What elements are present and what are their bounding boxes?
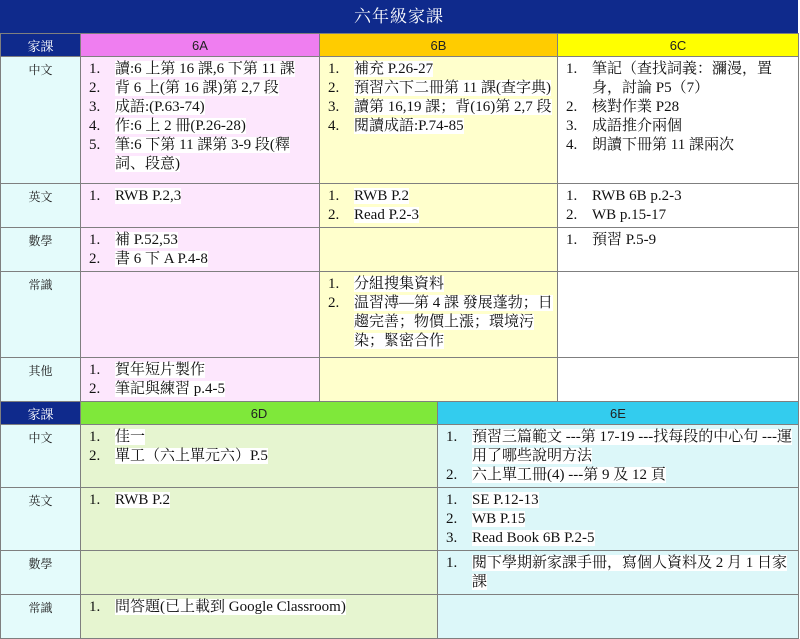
homework-cell-e-math xyxy=(438,551,799,595)
subject-label-general-studies: 常識 xyxy=(1,272,81,358)
item-number: 3. xyxy=(446,530,458,546)
item-text: 閱下學期新家課手冊，寫個人資料及 2 月 1 日家課 xyxy=(472,555,788,590)
homework-cell-b-general-studies xyxy=(320,272,558,358)
page-title: 六年級家課 xyxy=(0,0,798,33)
item-text: 單工（六上單元六）P.5 xyxy=(115,448,268,464)
homework-item xyxy=(442,554,794,592)
homework-list xyxy=(81,425,437,468)
homework-item xyxy=(562,231,794,250)
homework-item xyxy=(324,117,553,136)
homework-item xyxy=(85,187,315,206)
homework-item xyxy=(85,250,315,269)
homework-cell-b-others xyxy=(320,358,558,402)
item-number: 3. xyxy=(89,99,101,115)
item-number: 3. xyxy=(566,118,578,134)
item-text: Read Book 6B P.2-5 xyxy=(472,530,595,546)
homework-item xyxy=(85,79,315,98)
homework-list xyxy=(320,184,557,227)
homework-item xyxy=(442,510,794,529)
homework-item xyxy=(85,491,433,510)
item-text: 筆記與練習 p.4-5 xyxy=(115,381,225,397)
item-text: 預習 P.5-9 xyxy=(592,232,657,248)
item-number: 1. xyxy=(89,492,101,508)
homework-list xyxy=(81,595,437,619)
homework-list xyxy=(81,488,437,512)
homework-table-6a-6c xyxy=(0,33,799,402)
item-text: Read P.2-3 xyxy=(354,207,419,223)
item-text: WB P.15 xyxy=(472,511,526,527)
homework-cell-c-general-studies xyxy=(558,272,799,358)
homework-cell-c-chinese xyxy=(558,57,799,184)
homework-cell-b-chinese xyxy=(320,57,558,184)
item-text: 預習六下二冊第 11 課(查字典) xyxy=(354,80,551,96)
header-6b: 6B xyxy=(320,34,558,57)
item-text: RWB P.2,3 xyxy=(115,188,182,204)
subject-label-english: 英文 xyxy=(1,488,81,551)
item-text: 佳一 xyxy=(115,429,146,445)
header-row xyxy=(1,402,799,425)
item-number: 1. xyxy=(566,61,578,77)
homework-cell-e-chinese xyxy=(438,425,799,488)
homework-item xyxy=(562,98,794,117)
homework-cell-d-english xyxy=(81,488,438,551)
item-text: 筆:6 下第 11 課第 3-9 段(釋詞、段意) xyxy=(115,137,290,172)
subject-label-math: 數學 xyxy=(1,228,81,272)
header-6d: 6D xyxy=(81,402,438,425)
item-text: 六上單工冊(4) ---第 9 及 12 頁 xyxy=(472,467,666,483)
homework-item xyxy=(85,98,315,117)
item-number: 1. xyxy=(566,232,578,248)
item-text: 書 6 下 A P.4-8 xyxy=(115,251,208,267)
item-number: 1. xyxy=(89,188,101,204)
homework-item xyxy=(85,598,433,617)
item-text: RWB 6B p.2-3 xyxy=(592,188,682,204)
subject-label-general-studies: 常識 xyxy=(1,595,81,639)
homework-table-6d-6e xyxy=(0,401,799,639)
subject-label-chinese: 中文 xyxy=(1,57,81,184)
homework-item xyxy=(85,447,433,466)
homework-list xyxy=(558,184,798,227)
homework-list xyxy=(320,272,557,353)
homework-cell-a-chinese xyxy=(81,57,320,184)
item-text: 背 6 上(第 16 課)第 2,7 段 xyxy=(115,80,279,96)
item-number: 2. xyxy=(328,207,340,223)
item-text: RWB P.2 xyxy=(115,492,171,508)
item-number: 1. xyxy=(446,429,458,445)
item-number: 1. xyxy=(446,492,458,508)
item-text: 讀:6 上第 16 課,6 下第 11 課 xyxy=(115,61,295,77)
homework-list xyxy=(81,57,319,176)
item-number: 2. xyxy=(566,207,578,223)
homework-item xyxy=(442,491,794,510)
item-number: 1. xyxy=(446,555,458,571)
homework-list xyxy=(558,57,798,157)
homework-list xyxy=(558,228,798,252)
item-number: 1. xyxy=(89,362,101,378)
homework-cell-d-general-studies xyxy=(81,595,438,639)
item-text: 補充 P.26-27 xyxy=(354,61,434,77)
item-number: 2. xyxy=(89,251,101,267)
header-homework: 家課 xyxy=(1,34,81,57)
item-number: 1. xyxy=(328,276,340,292)
item-number: 2. xyxy=(566,99,578,115)
homework-item xyxy=(85,117,315,136)
item-number: 1. xyxy=(89,61,101,77)
homework-item xyxy=(85,361,315,380)
item-number: 2. xyxy=(89,448,101,464)
homework-list xyxy=(438,488,798,550)
item-number: 1. xyxy=(328,188,340,204)
item-number: 2. xyxy=(328,295,340,311)
item-text: SE P.12-13 xyxy=(472,492,539,508)
homework-cell-b-english xyxy=(320,184,558,228)
item-text: 温習溥—第 4 課 發展蓬勃；日趨完善；物價上漲；環境污染；緊密合作 xyxy=(354,295,553,349)
homework-item xyxy=(324,206,553,225)
subject-label-chinese: 中文 xyxy=(1,425,81,488)
item-number: 1. xyxy=(566,188,578,204)
homework-cell-c-others xyxy=(558,358,799,402)
item-number: 4. xyxy=(89,118,101,134)
homework-cell-a-math xyxy=(81,228,320,272)
homework-item xyxy=(562,60,794,98)
homework-list xyxy=(81,184,319,208)
homework-item xyxy=(85,231,315,250)
homework-cell-b-math xyxy=(320,228,558,272)
item-number: 1. xyxy=(89,429,101,445)
homework-item xyxy=(442,529,794,548)
item-number: 2. xyxy=(446,467,458,483)
homework-item xyxy=(324,60,553,79)
homework-item xyxy=(324,294,553,351)
item-text: 核對作業 P28 xyxy=(592,99,680,115)
item-text: 預習三篇範文 ---第 17-19 ---找每段的中心句 ---運用了哪些說明方法 xyxy=(472,429,792,464)
header-6a: 6A xyxy=(81,34,320,57)
homework-cell-e-general-studies xyxy=(438,595,799,639)
homework-cell-e-english xyxy=(438,488,799,551)
homework-item xyxy=(85,60,315,79)
item-text: 成語:(P.63-74) xyxy=(115,99,205,115)
item-number: 1. xyxy=(328,61,340,77)
header-6e: 6E xyxy=(438,402,799,425)
homework-list xyxy=(438,551,798,594)
homework-item xyxy=(562,206,794,225)
homework-item xyxy=(324,98,553,117)
homework-list xyxy=(81,358,319,401)
homework-cell-d-math xyxy=(81,551,438,595)
homework-item xyxy=(85,380,315,399)
header-6c: 6C xyxy=(558,34,799,57)
item-number: 1. xyxy=(89,599,101,615)
homework-cell-c-math xyxy=(558,228,799,272)
homework-cell-c-english xyxy=(558,184,799,228)
subject-label-others: 其他 xyxy=(1,358,81,402)
homework-item xyxy=(562,136,794,155)
homework-cell-a-english xyxy=(81,184,320,228)
item-number: 4. xyxy=(328,118,340,134)
homework-list xyxy=(81,228,319,271)
homework-item xyxy=(442,466,794,485)
homework-list xyxy=(320,57,557,138)
homework-item xyxy=(562,187,794,206)
item-text: 讀第 16,19 課；背(16)第 2,7 段 xyxy=(354,99,552,115)
item-number: 2. xyxy=(446,511,458,527)
homework-item xyxy=(562,117,794,136)
item-number: 5. xyxy=(89,137,101,153)
homework-list xyxy=(438,425,798,487)
item-text: 朗讀下冊第 11 課兩次 xyxy=(592,137,734,153)
item-text: 問答題(已上載到 Google Classroom) xyxy=(115,599,346,615)
homework-cell-d-chinese xyxy=(81,425,438,488)
item-text: 筆記（查找詞義：瀰漫，置身，討論 P5（7） xyxy=(592,61,773,96)
item-text: 分組搜集資料 xyxy=(354,276,445,292)
item-text: 閱讀成語:P.74-85 xyxy=(354,118,464,134)
item-number: 2. xyxy=(89,381,101,397)
item-text: 補 P.52,53 xyxy=(115,232,178,248)
item-number: 4. xyxy=(566,137,578,153)
item-text: RWB P.2 xyxy=(354,188,410,204)
homework-item xyxy=(324,187,553,206)
homework-item xyxy=(442,428,794,466)
homework-item xyxy=(324,79,553,98)
homework-cell-a-others xyxy=(81,358,320,402)
item-number: 2. xyxy=(89,80,101,96)
header-row xyxy=(1,34,799,57)
item-number: 2. xyxy=(328,80,340,96)
homework-item xyxy=(324,275,553,294)
item-number: 1. xyxy=(89,232,101,248)
item-text: 作:6 上 2 冊(P.26-28) xyxy=(115,118,246,134)
item-text: 成語推介兩個 xyxy=(592,118,683,134)
subject-label-english: 英文 xyxy=(1,184,81,228)
homework-item xyxy=(85,136,315,174)
item-number: 3. xyxy=(328,99,340,115)
subject-label-math: 數學 xyxy=(1,551,81,595)
homework-item xyxy=(85,428,433,447)
homework-cell-a-general-studies xyxy=(81,272,320,358)
item-text: WB p.15-17 xyxy=(592,207,667,223)
header-homework: 家課 xyxy=(1,402,81,425)
item-text: 賀年短片製作 xyxy=(115,362,206,378)
